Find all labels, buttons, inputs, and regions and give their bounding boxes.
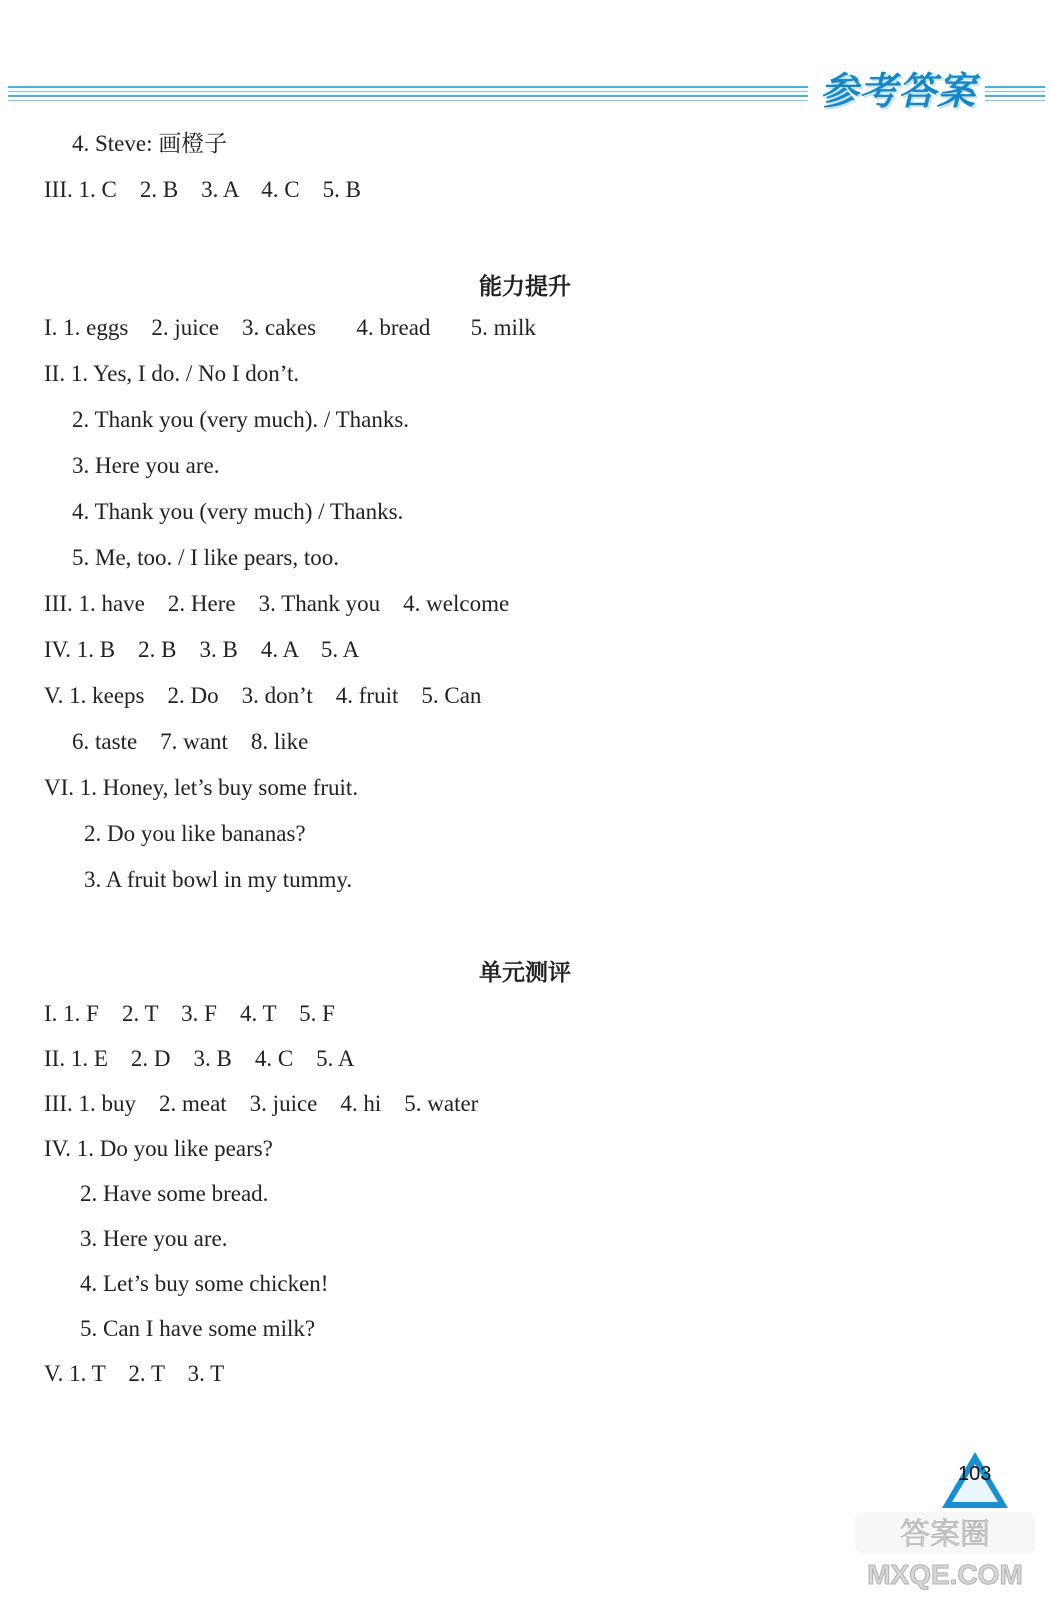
answer-line: 2. Thank you (very much). / Thanks. xyxy=(72,407,410,432)
answer-line: II. 1. Yes, I do. / No I don’t. xyxy=(44,361,300,386)
answer-line: IV. 1. B 2. B 3. B 4. A 5. A xyxy=(44,637,360,662)
header-rules-left xyxy=(8,86,808,104)
answer-line: 2. Have some bread. xyxy=(80,1181,269,1206)
answer-line: 5. Me, too. / I like pears, too. xyxy=(72,545,340,570)
answer-line: V. 1. keeps 2. Do 3. don’t 4. fruit 5. Can xyxy=(44,683,482,708)
answer-line: 5. Can I have some milk? xyxy=(80,1316,316,1341)
svg-text:MXQE.COM: MXQE.COM xyxy=(867,1559,1023,1590)
answer-line: VI. 1. Honey, let’s buy some fruit. xyxy=(44,775,359,800)
page-header xyxy=(0,60,1050,120)
answer-line: I. 1. eggs 2. juice 3. cakes 4. bread 5. milk xyxy=(44,315,536,340)
answer-line: 2. Do you like bananas? xyxy=(84,821,306,846)
svg-text:答案圈: 答案圈 xyxy=(900,1517,990,1552)
section-title-ability: 能力提升 xyxy=(479,274,571,300)
answer-line: II. 1. E 2. D 3. B 4. C 5. A xyxy=(44,1046,355,1071)
answer-line: I. 1. F 2. T 3. F 4. T 5. F xyxy=(44,1001,335,1026)
page-number: 103 xyxy=(958,1463,992,1485)
header-title: 参考答案 xyxy=(820,69,977,113)
answer-line: III. 1. have 2. Here 3. Thank you 4. welcome xyxy=(44,591,510,616)
answer-line: 3. Here you are. xyxy=(80,1226,228,1251)
answer-line: 3. Here you are. xyxy=(72,453,220,478)
answer-line: 6. taste 7. want 8. like xyxy=(72,729,309,754)
answer-line: 4. Steve: 画橙子 xyxy=(72,131,228,156)
section-title-unit-test: 单元测评 xyxy=(479,960,571,986)
answer-line: 3. A fruit bowl in my tummy. xyxy=(84,867,353,892)
answer-line: IV. 1. Do you like pears? xyxy=(44,1136,273,1161)
answer-line: 4. Let’s buy some chicken! xyxy=(80,1271,329,1296)
header-rules-right xyxy=(985,86,1045,104)
answer-line: 4. Thank you (very much) / Thanks. xyxy=(72,499,404,524)
answer-line: III. 1. C 2. B 3. A 4. C 5. B xyxy=(44,177,361,202)
answer-line: III. 1. buy 2. meat 3. juice 4. hi 5. water xyxy=(44,1091,479,1116)
watermark-logo xyxy=(850,1510,1040,1590)
answer-line: V. 1. T 2. T 3. T xyxy=(44,1361,225,1386)
